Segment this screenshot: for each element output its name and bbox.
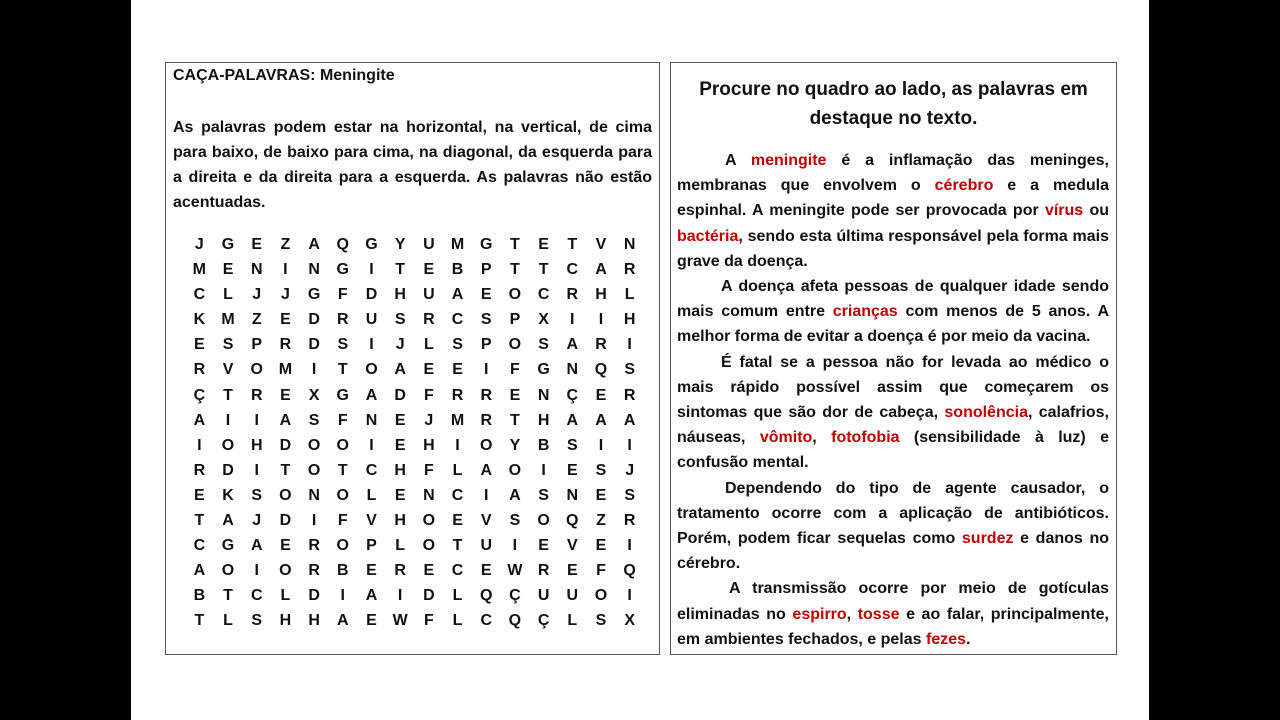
grid-letter: E [394, 411, 406, 429]
grid-letter: E [423, 361, 435, 379]
highlight-word: fotofobia [831, 429, 900, 447]
grid-letter: I [455, 436, 460, 454]
grid-letter: D [365, 286, 378, 304]
grid-letter: H [250, 436, 263, 454]
highlight-word: surdez [961, 530, 1014, 548]
grid-letter: N [566, 486, 579, 504]
grid-letter: M [450, 411, 465, 429]
grid-letter: N [537, 386, 550, 404]
grid-letter: Q [508, 612, 522, 630]
grid-letter: J [252, 512, 262, 530]
grid-letter: H [595, 286, 607, 304]
grid-letter: A [193, 411, 206, 429]
grid-letter: P [480, 261, 492, 279]
grid-letter: S [538, 486, 549, 504]
grid-letter: T [395, 261, 406, 279]
grid-letter: L [280, 587, 291, 605]
grid-letter: I [627, 587, 632, 605]
highlight-word: sonolência [944, 404, 1028, 422]
grid-letter: R [308, 537, 320, 555]
grid-letter: Q [623, 562, 636, 580]
grid-letter: O [336, 486, 349, 504]
grid-letter: R [480, 386, 492, 404]
grid-letter: T [510, 411, 520, 429]
paragraph-5: A transmissão ocorre por meio de gotículas eliminadas no espirro, tosse e ao falar, principalmente, em ambientes fechados, e pelas fezes. [677, 580, 1110, 648]
grid-letter: T [538, 261, 549, 279]
grid-letter: D [279, 436, 292, 454]
grid-letter: J [252, 286, 262, 304]
grid-letter: O [307, 461, 321, 479]
grid-letter: J [395, 336, 405, 354]
grid-letter: I [627, 537, 632, 555]
grid-letter: I [598, 436, 604, 454]
grid-letter: N [308, 261, 320, 279]
grid-letter: O [594, 587, 608, 605]
grid-letter: T [223, 587, 233, 605]
worksheet-page [131, 0, 1149, 720]
grid-letter: E [194, 336, 205, 354]
grid-letter: A [222, 512, 234, 530]
grid-letter: D [222, 461, 234, 479]
grid-letter: U [566, 587, 579, 605]
grid-letter: T [510, 236, 520, 253]
grid-letter: S [452, 336, 463, 354]
grid-letter: M [192, 261, 206, 279]
highlight-word: tosse [857, 605, 900, 623]
grid-letter: W [507, 562, 523, 580]
grid-letter: S [251, 612, 263, 630]
grid-letter: F [423, 612, 434, 630]
grid-letter: B [193, 587, 206, 605]
grid-letter: B [537, 436, 550, 454]
grid-letter: A [509, 486, 521, 504]
grid-letter: G [365, 236, 378, 253]
grid-letter: I [512, 537, 518, 555]
grid-letter: S [337, 336, 349, 354]
grid-letter: A [365, 587, 378, 605]
grid-letter: C [193, 286, 206, 304]
grid-letter: I [311, 361, 317, 379]
grid-letter: O [422, 537, 436, 555]
grid-letter: I [397, 587, 403, 605]
grid-letter: E [566, 562, 578, 580]
grid-letter: O [279, 562, 292, 580]
grid-letter: A [279, 411, 292, 429]
grid-letter: B [451, 261, 464, 279]
grid-letter: L [423, 336, 434, 354]
grid-letter: E [366, 612, 377, 630]
grid-letter: U [365, 311, 378, 329]
grid-letter: I [483, 361, 489, 379]
grid-letter: E [480, 286, 492, 304]
grid-letter: R [279, 336, 292, 354]
grid-letter: E [452, 361, 463, 379]
grid-letter: A [566, 336, 579, 354]
highlight-word: vírus [1044, 202, 1084, 220]
highlight-word: fezes [926, 630, 967, 648]
grid-letter: R [623, 512, 636, 530]
grid-letter: I [254, 461, 259, 479]
grid-letter: P [480, 336, 492, 354]
text-panel [670, 62, 1117, 655]
grid-letter: A [193, 562, 206, 580]
grid-letter: L [366, 486, 377, 504]
grid-letter: O [307, 436, 321, 454]
grid-letter: Z [280, 236, 291, 253]
grid-letter: I [570, 311, 575, 329]
grid-letter: Ç [566, 386, 579, 404]
grid-letter: F [596, 562, 606, 580]
word-search-instructions: As palavras podem estar na horizontal, na vertical, de cima para baixo, de baixo para cima, na diagonal, da esquerda para a direita e da direita para a esquerda. As palavras não estão acentuadas. [173, 119, 652, 211]
grid-letter: E [538, 537, 549, 555]
grid-letter: Y [394, 236, 406, 253]
grid-letter: E [423, 261, 435, 279]
grid-letter: U [537, 587, 550, 605]
grid-letter: O [508, 286, 522, 304]
grid-letter: L [567, 612, 578, 630]
grid-letter: E [595, 486, 607, 504]
grid-letter: V [480, 512, 492, 530]
grid-letter: L [395, 537, 406, 555]
grid-letter: G [221, 537, 235, 555]
grid-letter: E [280, 311, 291, 329]
grid-letter: N [365, 411, 378, 429]
grid-letter: A [451, 286, 464, 304]
grid-letter: O [537, 512, 550, 530]
highlight-word: bactéria [677, 227, 739, 245]
grid-letter: E [280, 386, 291, 404]
grid-letter: I [369, 336, 374, 354]
grid-letter: N [250, 261, 263, 279]
grid-letter: E [194, 486, 205, 504]
grid-letter: D [308, 587, 320, 605]
grid-letter: Z [596, 512, 606, 530]
grid-letter: F [510, 361, 520, 379]
grid-letter: E [595, 537, 607, 555]
grid-letter: X [308, 386, 320, 404]
grid-letter: D [308, 311, 320, 329]
grid-letter: T [567, 236, 578, 253]
grid-letter: O [336, 537, 349, 555]
grid-letter: A [250, 537, 263, 555]
grid-letter: R [308, 562, 320, 580]
grid-letter: I [369, 436, 374, 454]
grid-letter: Q [594, 361, 608, 379]
grid-letter: A [308, 236, 320, 253]
grid-letter: O [422, 512, 436, 530]
grid-letter: S [624, 486, 635, 504]
word-search-panel [165, 62, 660, 655]
grid-letter: D [279, 512, 292, 530]
grid-letter: S [595, 612, 607, 630]
grid-letter: R [250, 386, 263, 404]
grid-letter: S [509, 512, 521, 530]
grid-letter: E [509, 386, 521, 404]
grid-letter: H [423, 436, 435, 454]
grid-letter: S [538, 336, 549, 354]
grid-letter: H [623, 311, 636, 329]
grid-letter: S [566, 436, 578, 454]
grid-letter: C [193, 537, 206, 555]
highlight-word: crianças [832, 303, 898, 321]
grid-letter: C [566, 261, 579, 279]
grid-letter: E [366, 562, 377, 580]
grid-letter: G [479, 236, 493, 253]
grid-letter: V [566, 537, 578, 555]
grid-letter: E [480, 562, 492, 580]
grid-letter: Q [566, 512, 579, 530]
grid-letter: R [451, 386, 464, 404]
highlight-word: cérebro [934, 177, 994, 195]
grid-letter: W [392, 612, 408, 630]
grid-letter: X [538, 311, 549, 329]
grid-letter: K [193, 311, 206, 329]
grid-letter: R [193, 361, 206, 379]
grid-letter: V [222, 361, 234, 379]
grid-letter: A [394, 361, 406, 379]
grid-letter: A [595, 411, 607, 429]
grid-letter: L [452, 587, 463, 605]
grid-letter: S [624, 361, 635, 379]
grid-letter: O [221, 436, 235, 454]
grid-letter: O [479, 436, 493, 454]
grid-letter: E [394, 486, 406, 504]
grid-letter: C [250, 587, 263, 605]
grid-letter: A [365, 386, 378, 404]
grid-letter: O [221, 562, 235, 580]
text-panel-heading: Procure no quadro ao lado, as palavras em destaque no texto. [699, 79, 1088, 129]
grid-letter: L [624, 286, 635, 304]
grid-letter: V [595, 236, 607, 253]
grid-letter: A [480, 461, 492, 479]
grid-letter: A [595, 261, 607, 279]
grid-letter: J [625, 461, 635, 479]
grid-letter: C [537, 286, 550, 304]
grid-letter: E [538, 236, 549, 253]
grid-letter: I [311, 512, 317, 530]
grid-letter: C [451, 562, 464, 580]
grid-letter: R [623, 386, 636, 404]
grid-letter: S [394, 311, 406, 329]
grid-letter: S [595, 461, 607, 479]
letter-grid [185, 232, 644, 634]
grid-letter: Ç [537, 612, 550, 630]
grid-letter: N [623, 236, 636, 253]
grid-letter: F [423, 386, 434, 404]
grid-letter: H [537, 411, 550, 429]
grid-letter: T [510, 261, 520, 279]
grid-letter: I [627, 336, 632, 354]
grid-letter: L [223, 612, 233, 630]
grid-letter: I [283, 261, 288, 279]
grid-letter: U [480, 537, 492, 555]
grid-letter: G [537, 361, 550, 379]
grid-letter: N [423, 486, 435, 504]
grid-letter: G [307, 286, 321, 304]
grid-letter: T [280, 461, 291, 479]
grid-letter: N [566, 361, 579, 379]
grid-letter: J [424, 411, 434, 429]
grid-letter: A [623, 411, 636, 429]
grid-letter: X [624, 612, 635, 630]
grid-letter: O [336, 436, 349, 454]
grid-letter: E [394, 436, 406, 454]
grid-letter: N [308, 486, 320, 504]
grid-letter: P [509, 311, 521, 329]
grid-letter: O [250, 361, 263, 379]
grid-letter: S [308, 411, 320, 429]
grid-letter: Z [251, 311, 262, 329]
grid-letter: I [627, 436, 632, 454]
grid-letter: A [337, 612, 349, 630]
grid-letter: F [337, 286, 348, 304]
grid-letter: P [251, 336, 263, 354]
grid-letter: Ç [509, 587, 521, 605]
grid-letter: H [394, 512, 406, 530]
grid-letter: O [279, 486, 292, 504]
grid-letter: M [221, 311, 235, 329]
grid-letter: E [222, 261, 234, 279]
grid-letter: D [308, 336, 320, 354]
grid-letter: C [451, 311, 464, 329]
grid-letter: C [451, 486, 464, 504]
grid-letter: T [452, 537, 463, 555]
paragraph-3: É fatal se a pessoa não for levada ao médico o mais rápido possível assim que começarem os sintomas que são dor de cabeça, sonolência, calafrios, náuseas, vômito, fotofobia (sensibilidade à luz) e confusão mental. [677, 353, 1109, 472]
grid-letter: E [251, 236, 263, 253]
grid-letter: J [280, 286, 290, 304]
grid-letter: F [423, 461, 434, 479]
grid-letter: G [336, 386, 349, 404]
grid-letter: I [340, 587, 345, 605]
grid-letter: I [254, 411, 259, 429]
grid-letter: M [450, 236, 465, 253]
grid-letter: E [423, 562, 435, 580]
highlight-word: vômito [759, 429, 813, 447]
grid-letter: O [508, 461, 522, 479]
grid-letter: V [366, 512, 377, 530]
grid-letter: O [508, 336, 522, 354]
grid-letter: G [221, 236, 235, 253]
paragraph-1: A meningite é a inflamação das meninges, membranas que envolvem o cérebro e a medula espinhal. A meningite pode ser provocada por vírus ou bactéria, sendo esta última responsável pela forma mais grave da doença. [677, 152, 1109, 270]
grid-letter: P [366, 537, 377, 555]
grid-letter: R [394, 562, 406, 580]
grid-letter: R [537, 562, 550, 580]
paragraph-4: Dependendo do tipo de agente causador, o tratamento ocorre com a aplicação de antibióticos. Porém, podem ficar sequelas como surdez e danos no cérebro. [677, 479, 1109, 573]
grid-letter: I [197, 436, 202, 454]
grid-letter: I [254, 562, 259, 580]
grid-letter: E [595, 386, 607, 404]
grid-letter: R [566, 286, 579, 304]
grid-letter: T [337, 461, 348, 479]
grid-letter: L [452, 612, 463, 630]
grid-letter: F [337, 512, 348, 530]
grid-letter: I [598, 311, 604, 329]
grid-letter: O [365, 361, 378, 379]
paragraph-2: A doença afeta pessoas de qualquer idade sendo mais comum entre crianças com menos de 5 anos. A melhor forma de evitar a doença é por meio da vacina. [677, 278, 1109, 346]
grid-letter: T [194, 512, 205, 530]
grid-letter: Y [509, 436, 521, 454]
grid-letter: R [423, 311, 435, 329]
grid-letter: L [452, 461, 463, 479]
grid-letter: I [225, 411, 231, 429]
highlight-word: meningite [750, 152, 827, 169]
grid-letter: I [541, 461, 546, 479]
grid-letter: I [369, 261, 374, 279]
grid-letter: T [223, 386, 233, 404]
grid-letter: G [336, 261, 349, 279]
grid-letter: R [480, 411, 492, 429]
grid-letter: Ç [193, 386, 206, 404]
grid-letter: U [423, 236, 435, 253]
grid-letter: Q [336, 236, 349, 253]
grid-letter: L [223, 286, 233, 304]
grid-letter: D [394, 386, 406, 404]
grid-letter: A [566, 411, 579, 429]
grid-letter: R [193, 461, 206, 479]
grid-letter: E [280, 537, 291, 555]
grid-letter: K [222, 486, 234, 504]
article-text [677, 148, 1109, 652]
word-search-title: CAÇA-PALAVRAS: Meningite [173, 67, 395, 84]
grid-letter: E [566, 461, 578, 479]
grid-letter: M [278, 361, 293, 379]
grid-letter: H [308, 612, 320, 630]
grid-letter: E [452, 512, 463, 530]
grid-letter: S [222, 336, 234, 354]
grid-letter: H [279, 612, 292, 630]
grid-letter: I [483, 486, 489, 504]
grid-letter: R [623, 261, 636, 279]
grid-letter: R [337, 311, 349, 329]
grid-letter: C [480, 612, 492, 630]
grid-letter: B [337, 562, 349, 580]
grid-letter: F [337, 411, 348, 429]
grid-letter: S [480, 311, 492, 329]
grid-letter: R [595, 336, 607, 354]
grid-letter: J [194, 236, 204, 253]
highlight-word: espirro [792, 605, 847, 623]
grid-letter: U [423, 286, 435, 304]
grid-letter: Q [479, 587, 493, 605]
grid-letter: C [365, 461, 378, 479]
grid-letter: S [251, 486, 263, 504]
grid-letter: H [394, 461, 406, 479]
grid-letter: H [394, 286, 406, 304]
grid-letter: D [423, 587, 435, 605]
grid-letter: T [194, 612, 205, 630]
grid-letter: T [337, 361, 348, 379]
